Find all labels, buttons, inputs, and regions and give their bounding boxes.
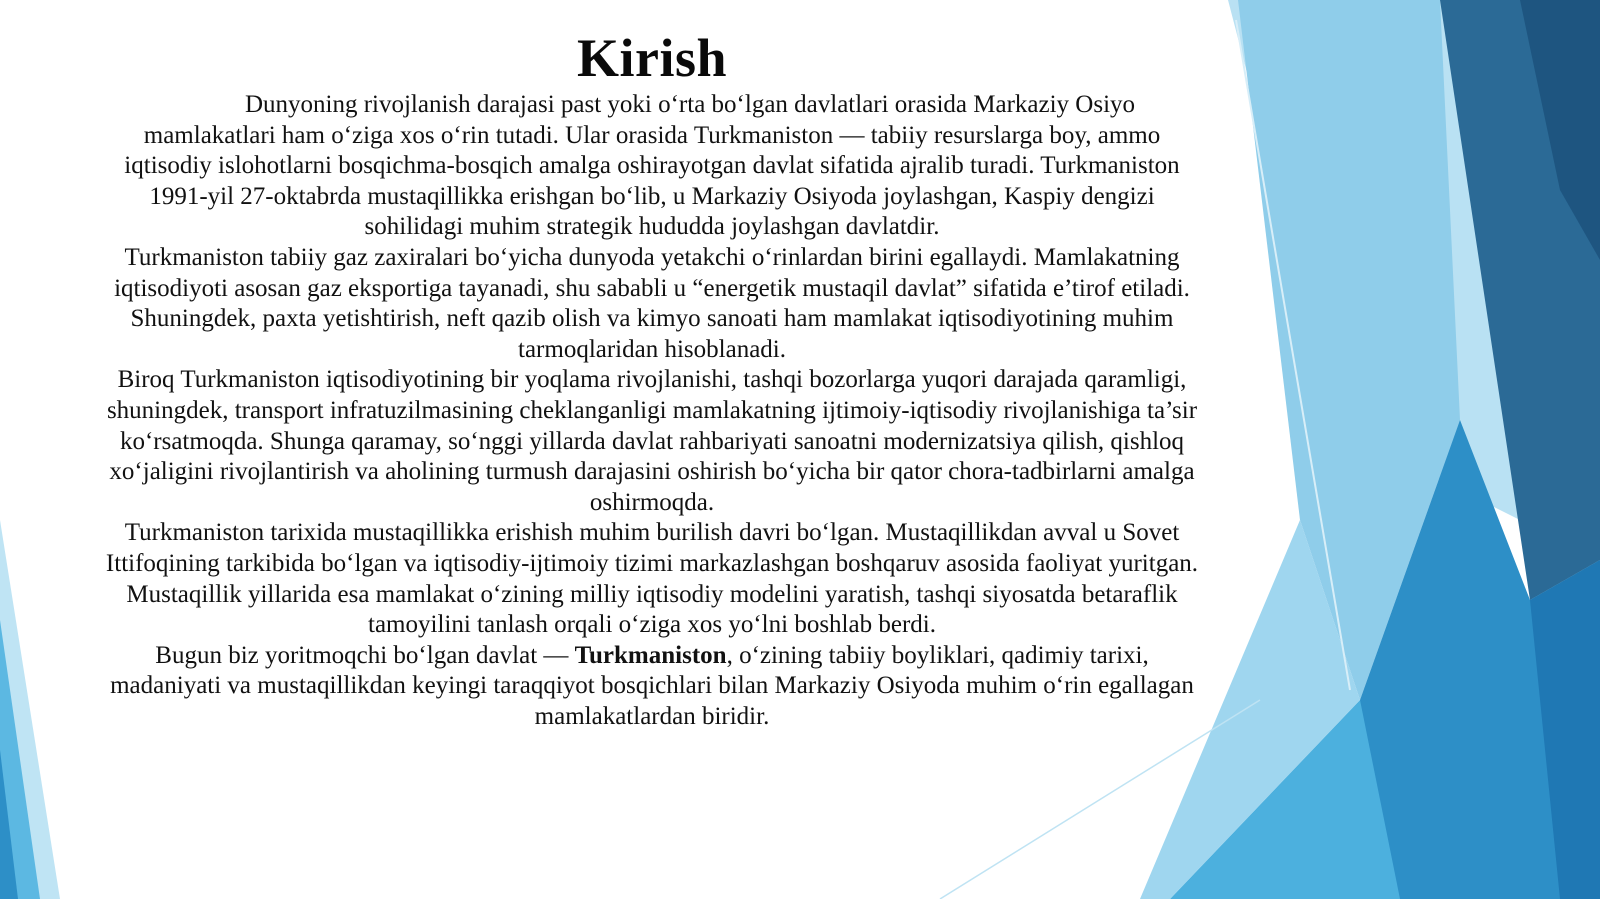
paragraph-history: Turkmaniston tarixida mustaqillikka erishish muhim burilish davri bo‘lgan. Mustaqillikdan avval u Sovet Ittifoqining tarkibida bo‘lgan va iqtisodiy-ijtimoiy tizimi markazlashgan boshqaruv asosida faoliyat yuritgan. Mustaqillik yillarida esa mamlakat o‘zining milliy iqtisodiy modelini yaratish, tashqi siyosatda betaraflik tamoyilini tanlash orqali o‘ziga xos yo‘lni boshlab berdi. bbox=[105, 519, 1199, 639]
paragraph-intro-text: Dunyoning rivojlanish darajasi past yoki o‘rta bo‘lgan davlatlari orasida Markaziy Osiyo mamlakatlari ham o‘ziga xos o‘rin tutadi. Ular orasida Turkmaniston — tabiiy resurslarga boy, ammo iqtisodiy islohotlarni bosqichma-bosqich amalga oshirayotgan davlat sifatida ajralib turadi. Turkmaniston 1991-yil 27-oktabrda mustaqillikka erishgan bo‘lib, u Markaziy Osiyoda joylashgan, Kaspiy dengizi sohilidagi muhim strategik hududda joylashgan davlatdir. bbox=[124, 91, 1180, 241]
conclusion-text-start: Bugun biz yoritmoqchi bo‘lgan davlat — bbox=[155, 641, 575, 669]
conclusion-bold-country: Turkmaniston bbox=[574, 641, 727, 669]
slide-title: Kirish bbox=[576, 28, 728, 88]
paragraph-conclusion bbox=[100, 641, 1204, 733]
paragraph-gas-economy: Turkmaniston tabiiy gaz zaxiralari bo‘yicha dunyoda yetakchi o‘rinlardan birini egallaydi. Mamlakatning iqtisodiyoti asosan gaz eksportiga tayanadi, shu sababli u “energetik mustaqil davlat” sifatida e’tirof etiladi. Shuningdek, paxta yetishtirish, neft qazib olish va kimyo sanoati ham mamlakat iqtisodiyotining muhim tarmoqlaridan hisoblanadi. bbox=[114, 243, 1190, 363]
paragraph-challenges: Biroq Turkmaniston iqtisodiyotining bir yoqlama rivojlanishi, tashqi bozorlarga yuqori darajada qaramligi, shuningdek, transport infratuzilmasining cheklanganligi mamlakatning ijtimoiy-iqtisodiy rivojlanishiga ta’sir ko‘rsatmoqda. Shunga qaramay, so‘nggi yillarda davlat rahbariyati sanoatni modernizatsiya qilish, qishloq xo‘jaligini rivojlantirish va aholining turmush darajasini oshirish bo‘yicha bir qator chora-tadbirlarni amalga oshirmoqda. bbox=[106, 366, 1198, 516]
slide-content bbox=[100, 26, 1204, 732]
conclusion-text-end: , o‘zining tabiiy boyliklari, qadimiy tarixi, madaniyati va mustaqillikdan keyingi taraqqiyot bosqichlari bilan Markaziy Osiyoda muhim o‘rin egallagan mamlakatlardan biridir. bbox=[110, 641, 1194, 730]
paragraph-intro bbox=[100, 90, 1204, 243]
